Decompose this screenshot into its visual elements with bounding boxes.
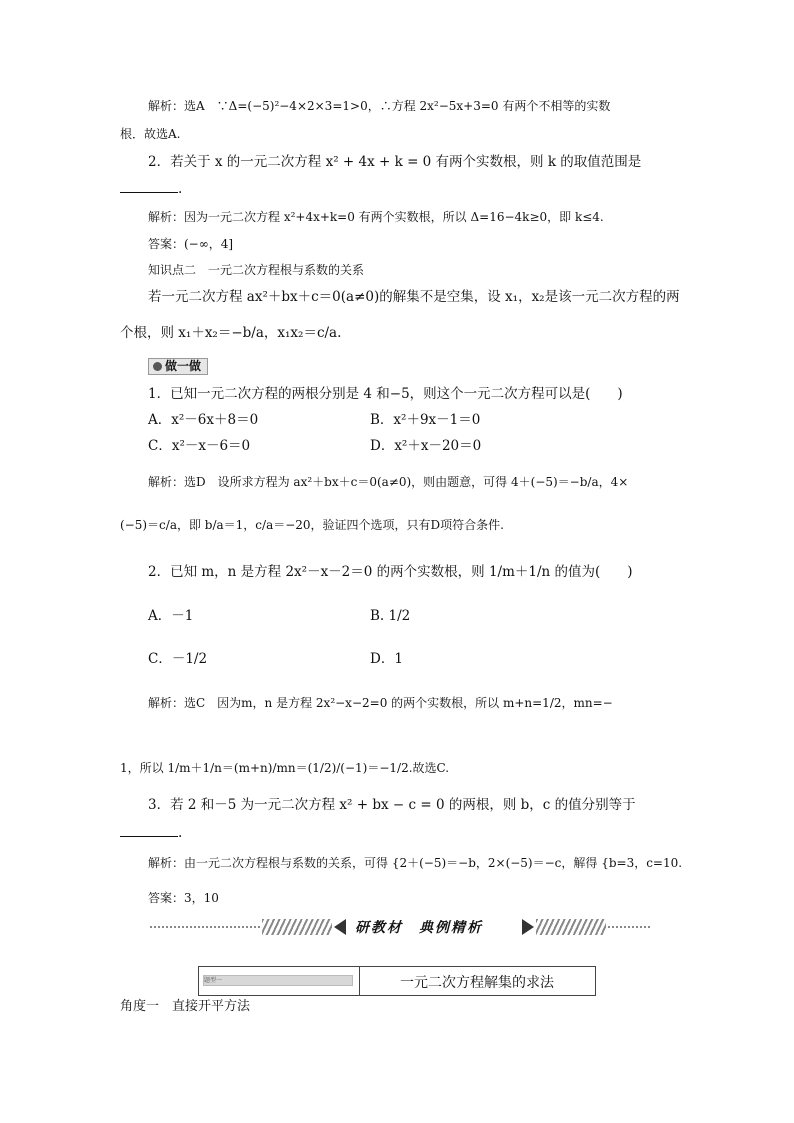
solution-text: 解析：选A ∵Δ=(−5)²−4×2×3=1>0，∴方程 2x²−5x+3=0 有两个不相等的实数 xyxy=(148,99,611,113)
knowledge-text: 若一元二次方程 ax²＋bx＋c＝0(a≠0)的解集不是空集，设 x₁，x₂是该一元二次方程的两 xyxy=(148,289,680,305)
question-text: 1．已知一元二次方程的两根分别是 4 和−5，则这个一元二次方程可以是( ) xyxy=(148,386,623,402)
angle-heading: 角度一 直接开平方法 xyxy=(120,999,251,1014)
option-c: C．x²－x－6＝0 xyxy=(148,438,251,454)
solution-text: 解析：选C 因为m，n 是方程 2x²−x−2=0 的两个实数根，所以 m+n=1/2，mn=− xyxy=(148,696,613,710)
banner-stripes xyxy=(262,919,332,935)
answer-blank xyxy=(120,822,178,837)
knowledge-text: 个根，则 x₁＋x₂＝−b/a，x₁x₂＝c/a. xyxy=(120,325,342,341)
solution-text: 1，所以 1/m＋1/n＝(m+n)/mn＝(1/2)/(−1)＝−1/2.故选C. xyxy=(120,761,450,775)
knowledge-heading: 知识点二 一元二次方程根与系数的关系 xyxy=(148,263,365,277)
option-d: D．x²＋x－20＝0 xyxy=(370,438,482,454)
option-b: B. 1/2 xyxy=(370,608,411,624)
solution-text: 解析：由一元二次方程根与系数的关系，可得 {2＋(−5)＝−b，2×(−5)＝−c，解得 {b=3，c=10. xyxy=(148,856,683,870)
arrow-left-icon xyxy=(334,919,346,935)
option-d: D．1 xyxy=(370,651,403,667)
solution-text: 根．故选A. xyxy=(120,127,181,141)
divider xyxy=(150,926,260,928)
topic-box xyxy=(198,966,596,996)
answer-text: 答案：3，10 xyxy=(148,891,219,905)
chevron-down-icon xyxy=(153,362,162,371)
answer-blank xyxy=(120,178,178,193)
question-text: 2．已知 m，n 是方程 2x²－x－2＝0 的两个实数根，则 1/m＋1/n 的值为( ) xyxy=(148,564,633,580)
banner-stripes xyxy=(536,919,606,935)
solution-text: 解析：选D 设所求方程为 ax²＋bx＋c＝0(a≠0)，则由题意，可得 4＋(−5)＝−b/a，4× xyxy=(148,475,629,489)
arrow-right-icon xyxy=(522,919,534,935)
option-a: A．x²－6x＋8＝0 xyxy=(148,412,259,428)
solution-text: (−5)＝c/a，即 b/a＝1，c/a＝−20，验证四个选项，只有D项符合条件. xyxy=(120,518,504,532)
section-banner xyxy=(150,916,650,938)
question-text: 2．若关于 x 的一元二次方程 x² + 4x + k = 0 有两个实数根，则 k 的取值范围是 xyxy=(148,154,642,170)
divider xyxy=(608,926,650,928)
question-text: . xyxy=(120,178,680,199)
practice-badge: 做一做 xyxy=(148,358,208,375)
option-c: C．－1/2 xyxy=(148,651,208,667)
question-text: 3．若 2 和－5 为一元二次方程 x² + bx − c = 0 的两根，则 b，c 的值分别等于 xyxy=(148,797,636,813)
solution-text: 解析：因为一元二次方程 x²+4x+k=0 有两个实数根，所以 Δ=16−4k≥0，即 k≤4. xyxy=(148,210,604,224)
topic-label: 题型一 xyxy=(203,975,353,986)
option-b: B．x²＋9x－1＝0 xyxy=(370,412,481,428)
answer-text: 答案：(−∞，4] xyxy=(148,237,234,251)
banner-title: 研教材 典例精析 xyxy=(355,920,483,936)
topic-title: 一元二次方程解集的求法 xyxy=(400,975,554,991)
option-a: A．－1 xyxy=(148,608,194,624)
question-text: . xyxy=(120,822,680,843)
